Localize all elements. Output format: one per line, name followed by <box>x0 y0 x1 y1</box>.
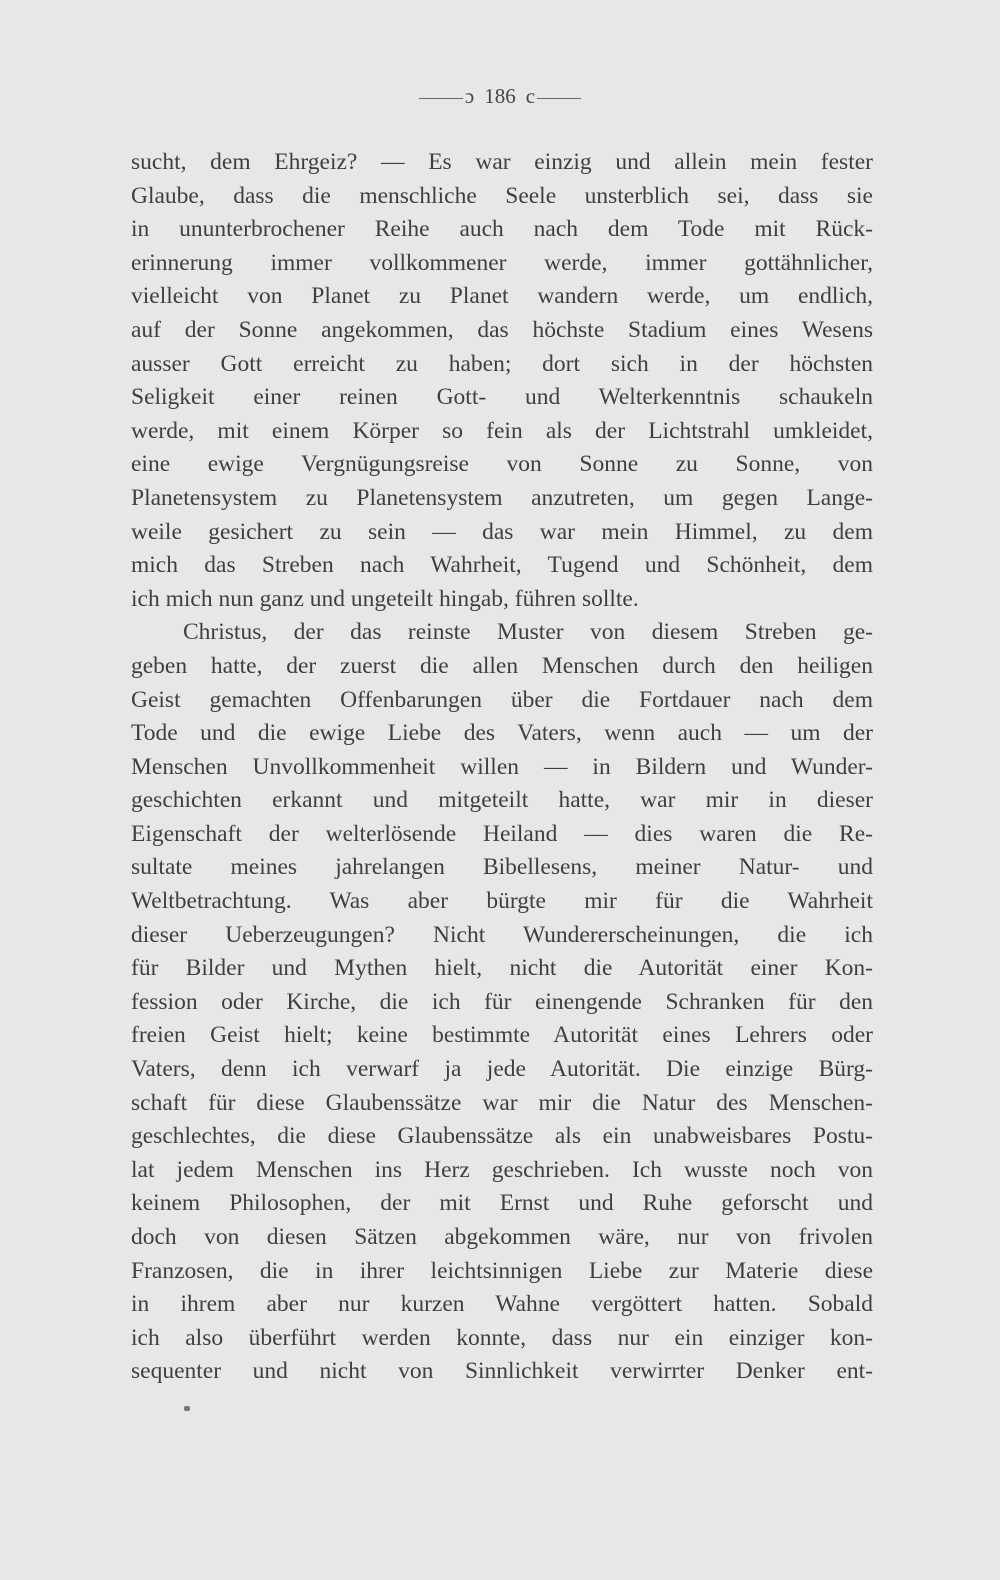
text-line: lat jedem Menschen ins Herz geschrieben. Ich wusste noch von <box>131 1156 873 1183</box>
text-line: mich das Streben nach Wahrheit, Tugend und Schönheit, dem <box>131 552 873 579</box>
header-left-mark: ɔ <box>464 84 475 108</box>
text-line: für Bilder und Mythen hielt, nicht die Autorität einer Kon- <box>131 955 873 982</box>
text-line: eine ewige Vergnügungsreise von Sonne zu Sonne, von <box>131 451 873 478</box>
text-line: Eigenschaft der welterlösende Heiland — dies waren die Re- <box>131 820 873 847</box>
text-line: sequenter und nicht von Sinnlichkeit verwirrter Denker ent- <box>131 1358 873 1385</box>
paragraph <box>131 616 873 1389</box>
body-text <box>131 146 873 1389</box>
header-rule-left <box>419 98 463 99</box>
text-line: auf der Sonne angekommen, das höchste Stadium eines Wesens <box>131 316 873 343</box>
text-line: schaft für diese Glaubenssätze war mir die Natur des Menschen- <box>131 1089 873 1116</box>
text-line: in ununterbrochener Reihe auch nach dem Tode mit Rück- <box>131 216 873 243</box>
text-line: doch von diesen Sätzen abgekommen wäre, nur von frivolen <box>131 1224 873 1250</box>
page-number: 186 <box>484 84 516 108</box>
text-line: Menschen Unvollkommenheit willen — in Bildern und Wunder- <box>131 753 873 780</box>
text-line: weile gesichert zu sein — das war mein Himmel, zu dem <box>131 518 873 545</box>
print-speck <box>184 1406 190 1411</box>
text-line: erinnerung immer vollkommener werde, immer gottähnlicher, <box>131 249 873 276</box>
text-line: Planetensystem zu Planetensystem anzutreten, um gegen Lange- <box>131 484 873 511</box>
text-line: freien Geist hielt; keine bestimmte Autorität eines Lehrers oder <box>131 1022 873 1049</box>
text-line: Weltbetrachtung. Was aber bürgte mir für die Wahrheit <box>131 888 873 915</box>
header-right-mark: c <box>525 84 536 108</box>
paragraph <box>131 146 873 616</box>
text-line: dieser Ueberzeugungen? Nicht Wundererscheinungen, die ich <box>131 921 873 948</box>
text-line: vielleicht von Planet zu Planet wandern werde, um endlich, <box>131 283 873 310</box>
header-rule-right <box>537 98 581 99</box>
text-line: Glaube, dass die menschliche Seele unsterblich sei, dass sie <box>131 182 873 209</box>
text-line: ich also überführt werden konnte, dass nur ein einziger kon- <box>131 1324 873 1351</box>
text-line: geschlechtes, die diese Glaubenssätze als ein unabweisbares Postu- <box>131 1123 873 1150</box>
text-line: Seligkeit einer reinen Gott- und Welterkenntnis schaukeln <box>131 384 873 411</box>
text-line: sultate meines jahrelangen Bibellesens, meiner Natur- und <box>131 854 873 881</box>
text-line: fession oder Kirche, die ich für einengende Schranken für den <box>131 988 873 1015</box>
text-line: in ihrem aber nur kurzen Wahne vergöttert hatten. Sobald <box>131 1291 873 1318</box>
text-line: Geist gemachten Offenbarungen über die Fortdauer nach dem <box>131 686 873 713</box>
text-line: Vaters, denn ich verwarf ja jede Autorität. Die einzige Bürg- <box>131 1056 873 1083</box>
text-line: ich mich nun ganz und ungeteilt hingab, führen sollte. <box>131 585 639 612</box>
text-line: keinem Philosophen, der mit Ernst und Ruhe geforscht und <box>131 1190 873 1217</box>
text-line: geschichten erkannt und mitgeteilt hatte, war mir in dieser <box>131 787 873 814</box>
text-line: geben hatte, der zuerst die allen Menschen durch den heiligen <box>131 652 873 679</box>
text-line: werde, mit einem Körper so fein als der Lichtstrahl umkleidet, <box>131 417 873 444</box>
text-line: Franzosen, die in ihrer leichtsinnigen Liebe zur Materie diese <box>131 1257 873 1284</box>
text-line: ausser Gott erreicht zu haben; dort sich in der höchsten <box>131 350 873 377</box>
page-header <box>0 84 1000 114</box>
text-line: Christus, der das reinste Muster von diesem Streben ge- <box>183 619 873 646</box>
text-line: Tode und die ewige Liebe des Vaters, wenn auch — um der <box>131 720 873 747</box>
text-line: sucht, dem Ehrgeiz? — Es war einzig und allein mein fester <box>131 149 873 175</box>
